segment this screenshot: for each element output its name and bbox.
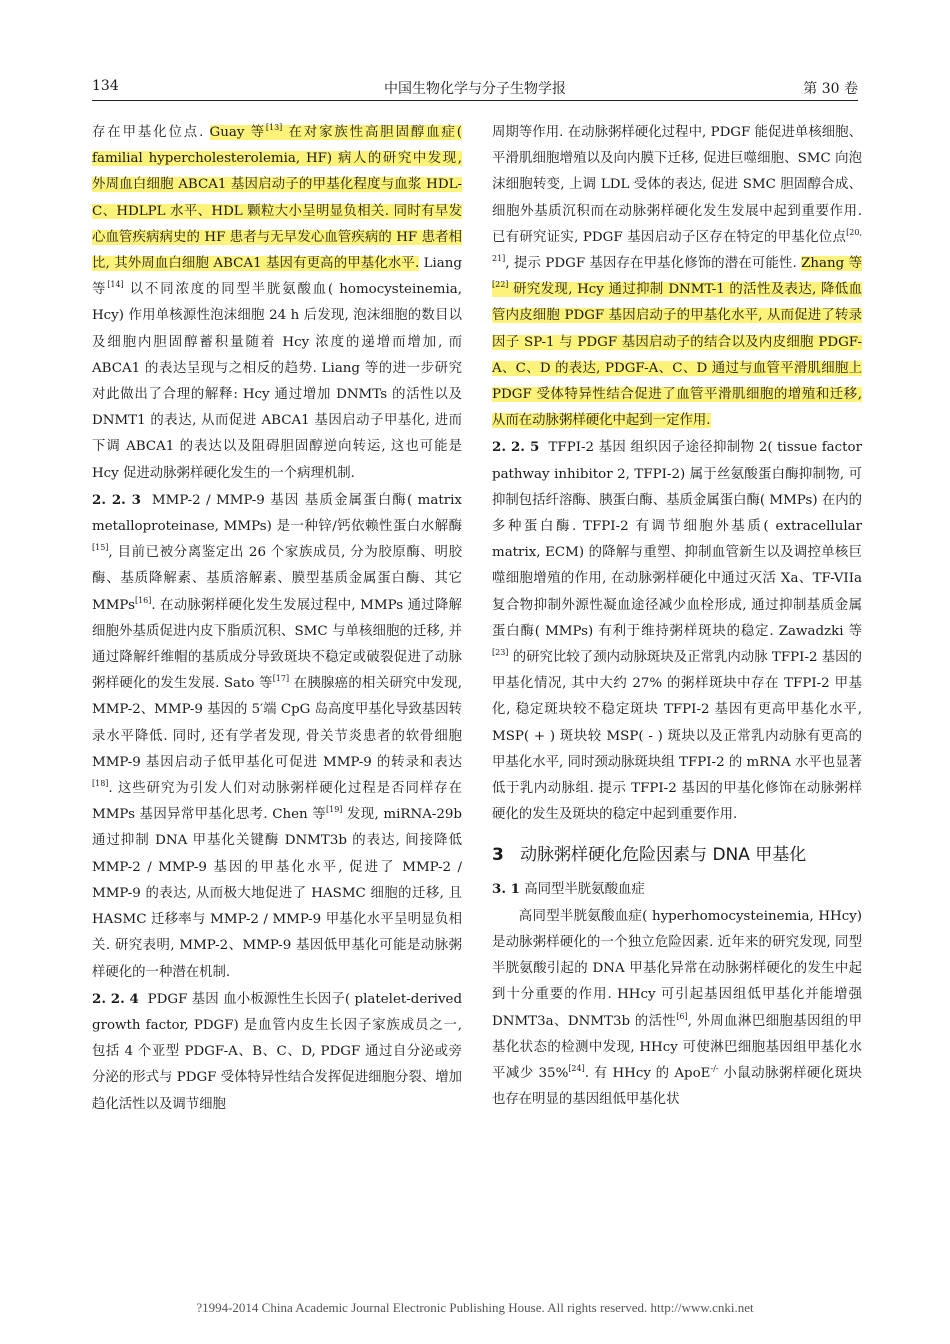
paragraph-abca1: 存在甲基化位点. Guay 等[13] 在对家族性高胆固醇血症( familial hypercholesterolemia, HF) 病人的研究中发现, 外周血白细胞 ABCA1 基因启动子的甲基化程度与血浆 HDL-C、HDLPL 水平、HDL 颗粒大小呈明显负相关. 同时有早发心血管疾病病史的 HF 患者与无早发心血管疾病的 HF 患者相比, 其外周血白细胞 ABCA1 基因有更高的甲基化水平. Liang 等[14] 以不同浓度的同型半胱氨酸血( homocysteinemia, Hcy) 作用单核源性泡沫细胞 24 h 后发现, 泡沫细胞的数目以及细胞内胆固醇蓄积量随着 Hcy 浓度的递增而增加, 而 ABCA1 的表达呈现与之相反的趋势. Liang 等的进一步研究对此做出了合理的解释: Hcy 通过增加 DNMTs 的活性以及 DNMT1 的表达, 从而促进 ABCA1 基因启动子甲基化, 进而下调 ABCA1 的表达以及阻碍胆固醇逆向转运, 这也可能是 Hcy 促进动脉粥样硬化发生的一个病理机制.: [92, 123, 462, 481]
section-number: 2. 2. 3: [92, 491, 141, 508]
subheading-3-1: 3. 1 高同型半胱氨酸血症: [492, 881, 645, 898]
page-number: 134: [92, 78, 119, 94]
section-title: PDGF 基因: [147, 991, 219, 1007]
citation: [14]: [107, 280, 124, 290]
highlight-zhang: Zhang 等[22] 研究发现, Hcy 通过抑制 DNMT-1 的活性及表达, 降低血管内皮细胞 PDGF 基因启动子的甲基化水平, 从而促进了转录因子 SP-1 与 PDGF 基因启动子的结合以及内皮细胞 PDGF-A、C、D 的表达, PDGF-A、C、D 通过与血管平滑肌细胞上 PDGF 受体特异性结合促进了血管平滑肌细胞的增殖和迁移, 从而在动脉粥样硬化中起到一定作用.: [492, 256, 862, 429]
section-2-2-5: 2. 2. 5 TFPI-2 基因 组织因子途径抑制物 2( tissue factor pathway inhibitor 2, TFPI-2) 属于丝氨酸蛋白酶抑制物, 可抑制包括纤溶酶、胰蛋白酶、基质金属蛋白酶( MMPs) 在内的多种蛋白酶. TFPI-2 有调节细胞外基质( extracellular matrix, ECM) 的降解与重塑、抑制血管新生以及调控单核巨噬细胞增殖的作用, 在动脉粥样硬化中通过灭活 Xa、TF-VIIa 复合物抑制外源性凝血途径减少血栓形成, 通过抑制基质金属蛋白酶( MMPs) 有利于维持粥样斑块的稳定. Zawadzki 等[23] 的研究比较了颈内动脉斑块及正常乳内动脉 TFPI-2 基因的甲基化情况, 其中大约 27% 的粥样斑块中存在 TFPI-2 甲基化, 稳定斑块较不稳定斑块 TFPI-2 基因有更高甲基化水平, MSP( + ) 斑块较 MSP( - ) 斑块以及正常乳内动脉有更高的甲基化水平, 同时颈动脉斑块组 TFPI-2 的 mRNA 水平也显著低于乳内动脉组. 提示 TFPI-2 基因的甲基化修饰在动脉粥样硬化的发生及斑块的稳定中起到重要作用.: [492, 439, 862, 823]
paragraph-pdgf: 周期等作用. 在动脉粥样硬化过程中, PDGF 能促进单核细胞、平滑肌细胞增殖以及向内膜下迁移, 促进巨噬细胞、SMC 向泡沫细胞转变, 上调 LDL 受体的表达, 促进 SMC 胆固醇合成、细胞外基质沉积而在动脉粥样硬化发生发展中起到重要作用. 已有研究证实, PDGF 基因启动子区存在特定的甲基化位点[20, 21], 提示 PDGF 基因存在甲基化修饰的潜在可能性. Zhang 等[22] 研究发现, Hcy 通过抑制 DNMT-1 的活性及表达, 降低血管内皮细胞 PDGF 基因启动子的甲基化水平, 从而促进了转录因子 SP-1 与 PDGF 基因启动子的结合以及内皮细胞 PDGF-A、C、D 的表达, PDGF-A、C、D 通过与血管平滑肌细胞上 PDGF 受体特异性结合促进了血管平滑肌细胞的增殖和迁移, 从而在动脉粥样硬化中起到一定作用.: [492, 125, 862, 429]
volume-label: 第 30 卷: [803, 81, 858, 97]
heading-section-3: 3 动脉粥样硬化危险因素与 DNA 甲基化: [492, 845, 807, 866]
journal-title: 中国生物化学与分子生物学报: [384, 81, 566, 97]
copyright-footer: ?1994-2014 China Academic Journal Electronic Publishing House. All rights reserved. http://www.cnki.net: [196, 1300, 754, 1315]
right-column: [492, 120, 862, 1113]
section-2-2-4: 2. 2. 4 PDGF 基因 血小板源性生长因子( platelet-derived growth factor, PDGF) 是血管内皮生长因子家族成员之一, 包括 4 个亚型 PDGF-A、B、C、D, PDGF 通过自分泌或旁分泌的形式与 PDGF 受体特异性结合发挥促进细胞分裂、增加趋化活性以及调节细胞: [92, 990, 463, 1112]
section-number: 2. 2. 5: [492, 439, 540, 456]
section-title: MMP-2 / MMP-9 基因: [151, 492, 300, 508]
left-column: [92, 120, 462, 1118]
section-title: TFPI-2 基因: [548, 440, 627, 456]
paragraph-hhcy: 高同型半胱氨酸血症( hyperhomocysteinemia, HHcy) 是动脉粥样硬化的一个独立危险因素. 近年来的研究发现, 同型半胱氨酸引起的 DNA 甲基化异常在动脉粥样硬化的发生中起到十分重要的作用. HHcy 可引起基因组低甲基化并能增强 DNMT3a、DNMT3b 的活性[6], 外周血淋巴细胞基因组的甲基化状态的检测中发现, HHcy 可使淋巴细胞基因组甲基化水平减少 35%[24]. 有 HHcy 的 ApoE-/- 小鼠动脉粥样硬化斑块也存在明显的基因组低甲基化状: [492, 908, 863, 1108]
highlight-guay: Guay 等[13] 在对家族性高胆固醇血症( familial hypercholesterolemia, HF) 病人的研究中发现, 外周血白细胞 ABCA1 基因启动子的甲基化程度与血浆 HDL-C、HDLPL 水平、HDL 颗粒大小呈明显负相关. 同时有早发心血管疾病病史的 HF 患者与无早发心血管疾病的 HF 患者相比, 其外周血白细胞 ABCA1 基因有更高的甲基化水平.: [92, 123, 462, 272]
running-header: [92, 78, 858, 101]
section-number: 2. 2. 4: [92, 990, 139, 1007]
section-2-2-3: 2. 2. 3 MMP-2 / MMP-9 基因 基质金属蛋白酶( matrix metalloproteinase, MMPs) 是一种锌/钙依赖性蛋白水解酶[15], 目前已被分离鉴定出 26 个家族成员, 分为胶原酶、明胶酶、基质降解素、基质溶解素、膜型基质金属蛋白酶、其它 MMPs[16]. 在动脉粥样硬化发生发展过程中, MMPs 通过降解细胞外基质促进内皮下脂质沉积、SMC 与单核细胞的迁移, 并通过降解纤维帽的基质成分导致斑块不稳定或破裂促进了动脉粥样硬化的发生发展. Sato 等[17] 在胰腺癌的相关研究中发现, MMP-2、MMP-9 基因的 5′端 CpG 岛高度甲基化导致基因转录水平降低. 同时, 还有学者发现, 骨关节炎患者的软骨细胞 MMP-9 基因启动子低甲基化可促进 MMP-9 的转录和表达[18]. 这些研究为引发人们对动脉粥样硬化过程是否同样存在 MMPs 基因异常甲基化思考. Chen 等[19] 发现, miRNA-29b 通过抑制 DNA 甲基化关键酶 DNMT3b 的表达, 间接降低 MMP-2 / MMP-9 基因的甲基化水平, 促进了 MMP-2 / MMP-9 的表达, 从而极大地促进了 HASMC 细胞的迁移, 且 HASMC 迁移率与 MMP-2 / MMP-9 甲基化水平呈明显负相关. 研究表明, MMP-2、MMP-9 基因低甲基化可能是动脉粥样硬化的一种潜在机制.: [92, 491, 463, 980]
